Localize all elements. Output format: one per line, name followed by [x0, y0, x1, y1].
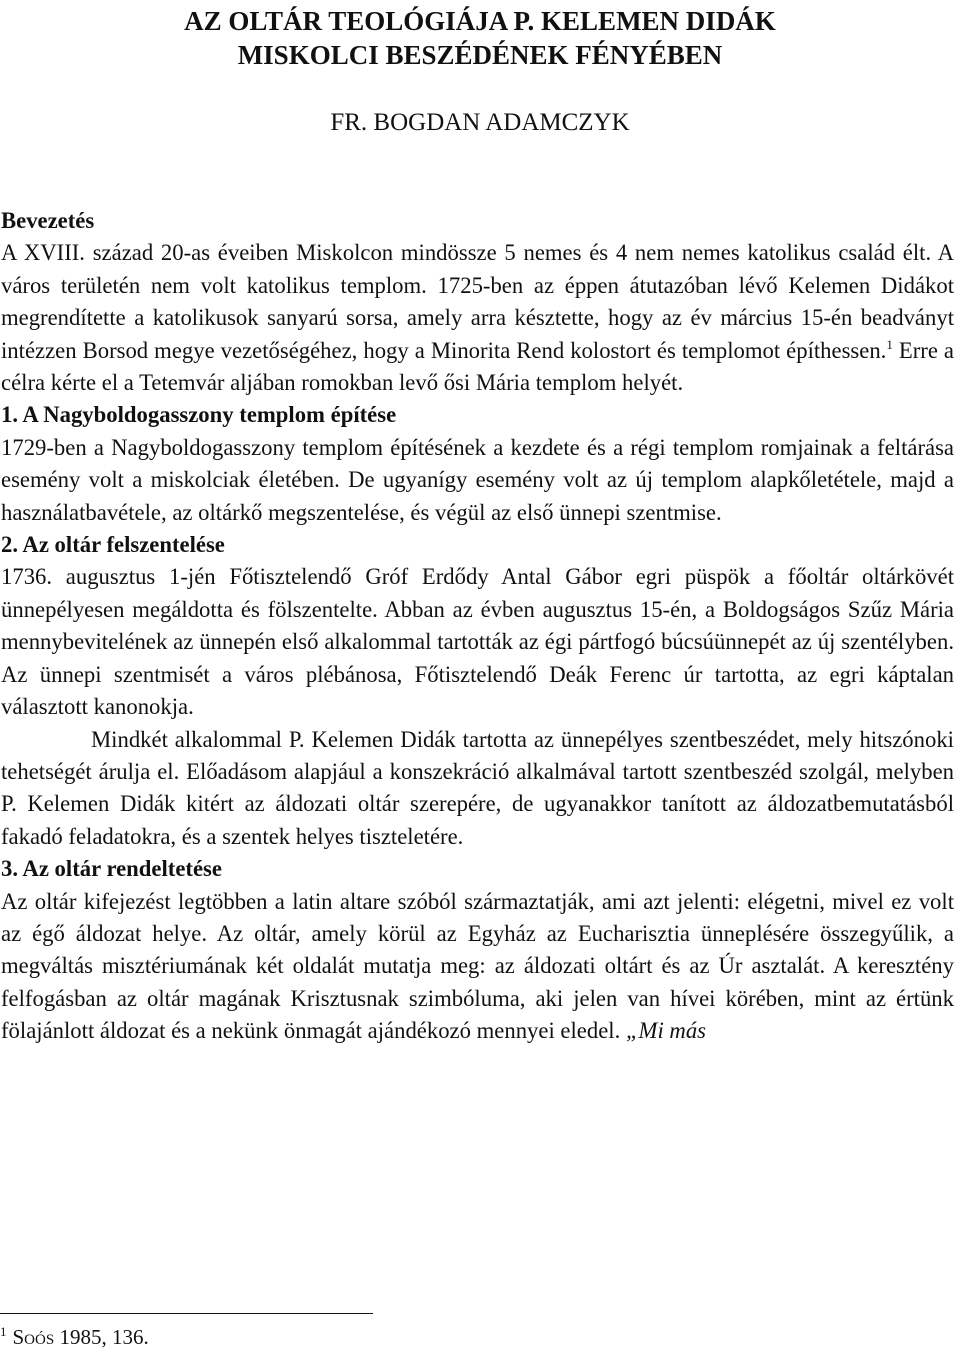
section-3-heading: 3. Az oltár rendeltetése: [1, 856, 222, 882]
article-body: [1, 205, 954, 1048]
page-title: [0, 4, 960, 72]
footnote-reference[interactable]: 1: [886, 336, 893, 352]
footnote-divider: [0, 1313, 373, 1314]
footnote: [0, 1322, 149, 1352]
section-3-quote: „Mi más: [620, 1018, 706, 1044]
section-3-text: Az oltár kifejezést legtöbben a latin altare szóból származtatják, ami azt jelenti: elégetni, mivel ez volt az égő áldozat helye. Az oltár, amely körül az Egyház az Eucharisztia ünneplésére összegyűlik, a megváltás misztériumának két oldalát mutatja meg: az áldozati oltárt és az Úr asztalát. A keresztény felfogásban az oltár magának Krisztusnak szimbóluma, aki jelen van hívei körében, mint az értünk fölajánlott áldozat és a nekünk önmagát ajándékozó mennyei eledel.: [1, 888, 954, 1044]
title-line-1: AZ OLTÁR TEOLÓGIÁJA P. KELEMEN DIDÁK: [184, 6, 776, 36]
section-3-paragraph: [1, 886, 954, 1048]
author-name: FR. BOGDAN ADAMCZYK: [330, 109, 630, 136]
section-1-heading: 1. A Nagyboldogasszony templom építése: [1, 402, 397, 428]
section-2-paragraph-2: Mindkét alkalommal P. Kelemen Didák tartotta az ünnepélyes szentbeszédet, mely hitszónoki tehetségét árulja el. Előadásom alapjául a konszekráció alkalmával tartott szentbeszéd szolgál, melyben P. Kelemen Didák kitért az áldozati oltár szerepére, de ugyanakkor tanított az áldozatbemutatásból fakadó feladatokra, és a szentek helyes tiszteletére.: [1, 726, 954, 849]
intro-paragraph: [1, 237, 954, 399]
section-2-heading: 2. Az oltár felszentelése: [1, 532, 225, 558]
intro-text-b: Erre a célra kérte el a Tetemvár aljában romokban levő ősi Mária templom helyét.: [1, 337, 955, 396]
section-2-paragraph: 1736. augusztus 1-jén Főtisztelendő Gróf Erdődy Antal Gábor egri püspök a főoltár oltárkövét ünnepélyesen megáldotta és fölszentelte. Abban az évben augusztus 15-én, a Boldogságos Szűz Mária mennybevitelének az ünnepén első alkalommal tartották az égi pártfogó búcsúünnepét az új szentélyben. Az ünnepi szentmisét a város plébánosa, Főtisztelendő Deák Ferenc úr tartotta, az egri káptalan választott kanonokja.: [1, 564, 954, 720]
title-line-2: MISKOLCI BESZÉDÉNEK FÉNYÉBEN: [237, 40, 723, 70]
intro-text-a: A XVIII. század 20-as éveiben Miskolcon mindössze 5 nemes és 4 nem nemes katolikus család élt. A város területén nem volt katolikus templom. 1725-ben az éppen átutazóban lévő Kelemen Didákot megrendítette a katolikusok sanyarú sorsa, amely arra késztette, hogy az év március 15-én beadványt intézzen Borsod megye vezetőségéhez, hogy a Minorita Rend kolostort és templomot építhessen.: [1, 240, 954, 363]
section-1-paragraph: 1729-ben a Nagyboldogasszony templom építésének a kezdete és a régi templom romjainak a feltárása esemény volt a miskolciak életében. De ugyanígy esemény volt az új templom alapkőletétele, majd a használatbavétele, az oltárkő megszentelése, és végül az első ünnepi szentmise.: [1, 434, 954, 525]
footnote-ref: 1985, 136.: [54, 1325, 149, 1349]
footnote-number: 1: [0, 1324, 7, 1339]
footnote-author: Soós: [12, 1325, 55, 1349]
intro-heading: Bevezetés: [1, 208, 95, 233]
